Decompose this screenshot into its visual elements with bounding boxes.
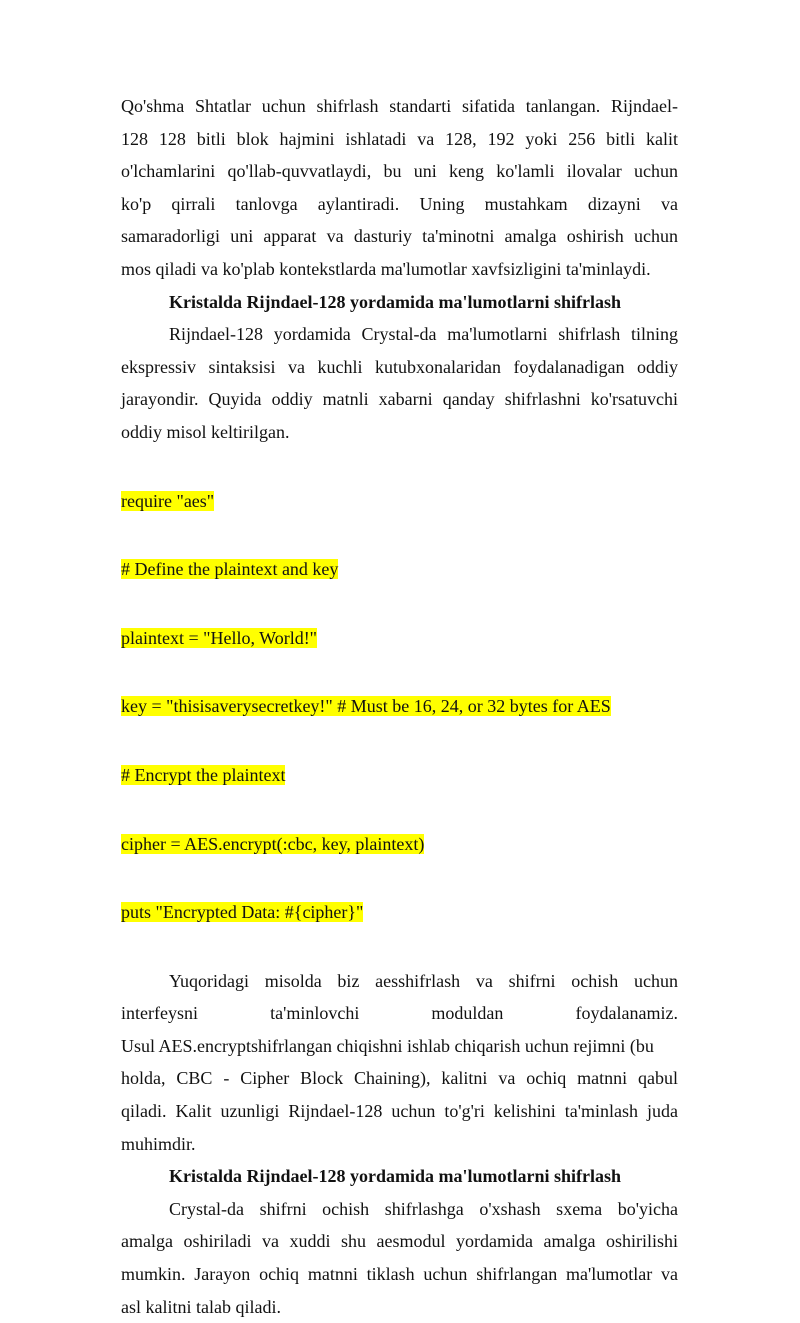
- section-heading-decryption: Kristalda Rijndael-128 yordamida ma'lumotlarni shifrlash: [169, 1166, 622, 1187]
- text-line: Yuqoridagi misolda biz aesshifrlash va shifrni ochish uchun: [169, 970, 678, 991]
- text-line: ekspressiv sintaksisi va kuchli kutubxonalaridan foydalanadigan oddiy: [121, 356, 678, 377]
- text-line: jarayondir. Quyida oddiy matnli xabarni qanday shifrlashni ko'rsatuvchi: [121, 389, 678, 410]
- text-line: 128 128 bitli blok hajmini ishlatadi va 128, 192 yoki 256 bitli kalit: [121, 128, 678, 149]
- text-line: holda, CBC - Cipher Block Chaining), kalitni va ochiq matnni qabul: [121, 1068, 678, 1089]
- text-line: qiladi. Kalit uzunligi Rijndael-128 uchun to'g'ri kelishini ta'minlash juda: [121, 1101, 678, 1122]
- text-line: amalga oshiriladi va xuddi shu aesmodul yordamida amalga oshirilishi: [121, 1231, 678, 1252]
- section-heading-encryption: Kristalda Rijndael-128 yordamida ma'lumotlarni shifrlash: [169, 291, 622, 312]
- text-line: mumkin. Jarayon ochiq matnni tiklash uchun shifrlangan ma'lumotlar va: [121, 1264, 678, 1285]
- code-line: require "aes": [121, 490, 215, 511]
- text-line: ko'p qirrali tanlovga aylantiradi. Uning mustahkam dizayni va: [121, 193, 678, 214]
- code-line: plaintext = "Hello, World!": [121, 627, 318, 648]
- document-page: [121, 90, 678, 1323]
- code-line: cipher = AES.encrypt(:cbc, key, plaintext): [121, 833, 425, 854]
- paragraph-aes-intro: [121, 90, 678, 286]
- text-line: Rijndael-128 yordamida Crystal-da ma'lumotlarni shifrlash tilning: [169, 324, 678, 345]
- text-line: interfeysni ta'minlovchi moduldan foydalanamiz.: [121, 1003, 678, 1024]
- code-line: # Encrypt the plaintext: [121, 764, 286, 785]
- text-line: oddiy misol keltirilgan.: [121, 421, 290, 442]
- text-line: Usul AES.encryptshifrlangan chiqishni ishlab chiqarish uchun rejimni (bu: [121, 1035, 654, 1056]
- code-block: [121, 449, 678, 965]
- text-line: muhimdir.: [121, 1133, 196, 1154]
- code-line: key = "thisisaverysecretkey!" # Must be 16, 24, or 32 bytes for AES: [121, 696, 611, 717]
- paragraph-decryption: [121, 1193, 678, 1323]
- text-line: samaradorligi uni apparat va dasturiy ta'minotni amalga oshirish uchun: [121, 226, 678, 247]
- text-line: asl kalitni talab qiladi.: [121, 1296, 281, 1317]
- code-line: puts "Encrypted Data: #{cipher}": [121, 902, 364, 923]
- text-line: mos qiladi va ko'plab kontekstlarda ma'lumotlar xavfsizligini ta'minlaydi.: [121, 258, 651, 279]
- text-line: Qo'shma Shtatlar uchun shifrlash standarti sifatida tanlangan. Rijndael-: [121, 96, 678, 116]
- code-line: # Define the plaintext and key: [121, 559, 339, 580]
- text-line: Crystal-da shifrni ochish shifrlashga o'xshash sxema bo'yicha: [169, 1198, 678, 1219]
- paragraph-encryption-intro: [121, 318, 678, 448]
- text-line: o'lchamlarini qo'llab-quvvatlaydi, bu uni keng ko'lamli ilovalar uchun: [121, 161, 678, 182]
